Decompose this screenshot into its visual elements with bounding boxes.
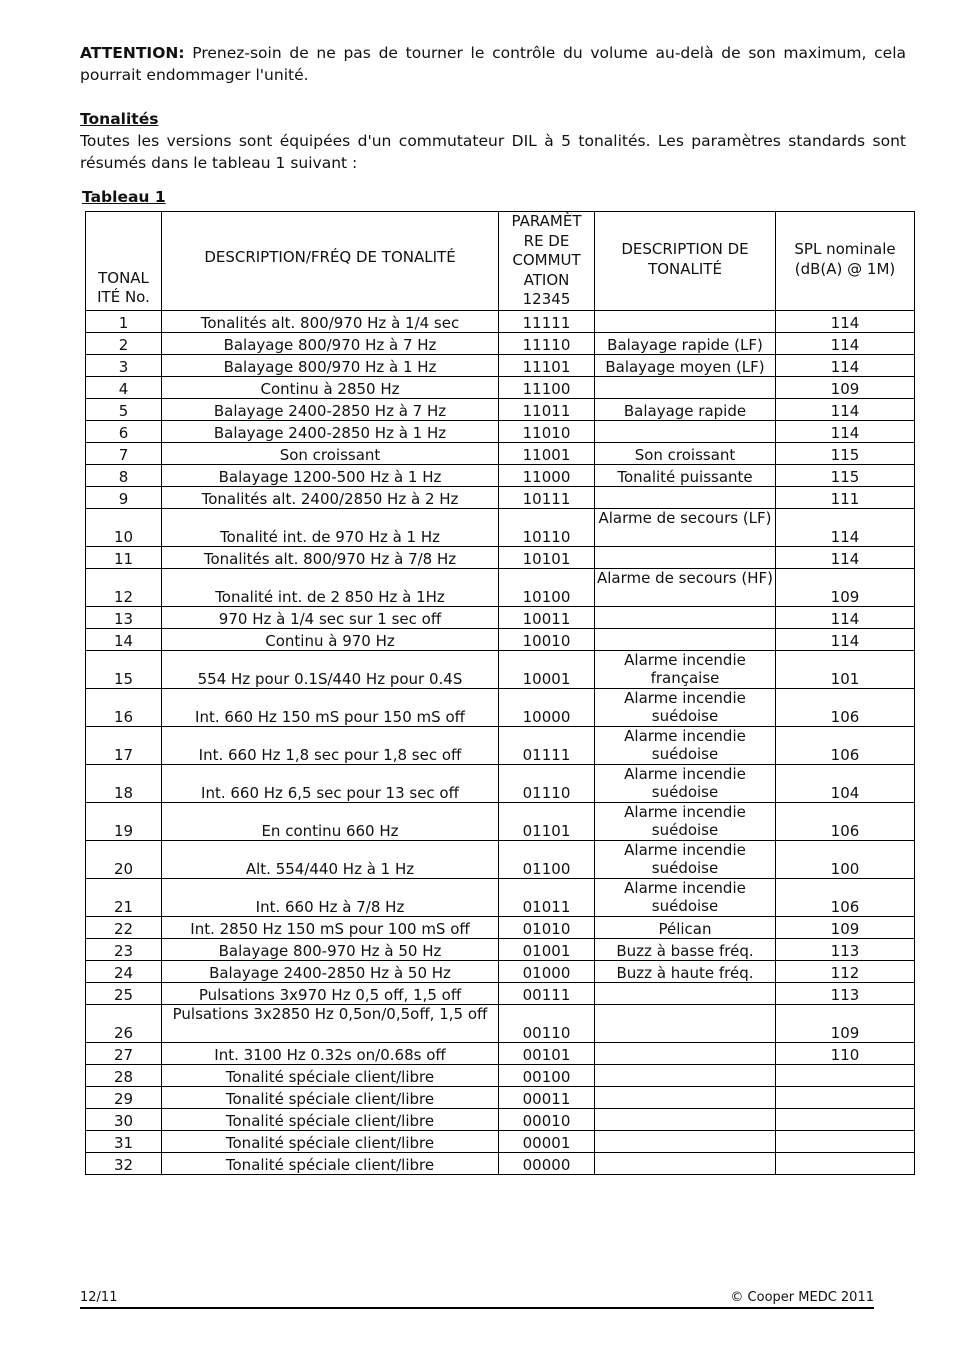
cell-switch-code: 01111: [499, 726, 595, 764]
table-body: [86, 310, 915, 1174]
table-row: [86, 508, 915, 546]
cell-spl: 109: [776, 1004, 915, 1042]
cell-spl: 114: [776, 354, 915, 376]
cell-description: Tonalité spéciale client/libre: [162, 1130, 499, 1152]
cell-switch-code: 10101: [499, 546, 595, 568]
cell-tone-description: [595, 1130, 776, 1152]
cell-switch-code: 10000: [499, 688, 595, 726]
cell-switch-code: 01001: [499, 938, 595, 960]
cell-tone-no: 7: [86, 442, 162, 464]
cell-tone-description: Alarme de secours (HF): [595, 568, 776, 606]
cell-switch-code: 01110: [499, 764, 595, 802]
cell-tone-no: 27: [86, 1042, 162, 1064]
cell-tone-description: [595, 982, 776, 1004]
cell-tone-no: 21: [86, 878, 162, 916]
cell-switch-code: 10111: [499, 486, 595, 508]
cell-switch-code: 01100: [499, 840, 595, 878]
cell-description: Tonalité spéciale client/libre: [162, 1108, 499, 1130]
table-row: [86, 420, 915, 442]
cell-spl: 100: [776, 840, 915, 878]
table-row: [86, 916, 915, 938]
cell-switch-code: 11111: [499, 310, 595, 332]
cell-tone-description: Buzz à haute fréq.: [595, 960, 776, 982]
cell-tone-description: Alarme incendie suédoise: [595, 840, 776, 878]
cell-tone-description: Son croissant: [595, 442, 776, 464]
cell-spl: 112: [776, 960, 915, 982]
cell-switch-code: 00010: [499, 1108, 595, 1130]
table-row: [86, 1152, 915, 1174]
cell-switch-code: 01000: [499, 960, 595, 982]
cell-spl: 114: [776, 310, 915, 332]
cell-spl: 110: [776, 1042, 915, 1064]
cell-spl: 114: [776, 508, 915, 546]
table-row: [86, 464, 915, 486]
cell-description: Alt. 554/440 Hz à 1 Hz: [162, 840, 499, 878]
table-row: [86, 1004, 915, 1042]
table-row: [86, 688, 915, 726]
cell-tone-no: 6: [86, 420, 162, 442]
cell-description: Tonalité spéciale client/libre: [162, 1152, 499, 1174]
cell-description: En continu 660 Hz: [162, 802, 499, 840]
cell-spl: [776, 1152, 915, 1174]
cell-switch-code: 00001: [499, 1130, 595, 1152]
cell-switch-code: 00101: [499, 1042, 595, 1064]
attention-text: Prenez-soin de ne pas de tourner le contrôle du volume au-delà de son maximum, cela pourrait endommager l'unité.: [80, 44, 906, 84]
cell-tone-description: [595, 486, 776, 508]
cell-switch-code: 10001: [499, 650, 595, 688]
cell-tone-description: Tonalité puissante: [595, 464, 776, 486]
cell-switch-code: 01101: [499, 802, 595, 840]
cell-spl: 113: [776, 982, 915, 1004]
table-row: [86, 726, 915, 764]
cell-switch-code: 10110: [499, 508, 595, 546]
table-row: [86, 332, 915, 354]
cell-spl: 115: [776, 464, 915, 486]
cell-tone-no: 4: [86, 376, 162, 398]
cell-tone-description: Alarme incendie française: [595, 650, 776, 688]
cell-description: Balayage 2400-2850 Hz à 50 Hz: [162, 960, 499, 982]
header-switch-setting: PARAMÈT RE DE COMMUT ATION 12345: [499, 212, 595, 311]
cell-spl: 115: [776, 442, 915, 464]
cell-switch-code: 10011: [499, 606, 595, 628]
table-row: [86, 960, 915, 982]
cell-tone-description: Balayage rapide: [595, 398, 776, 420]
tones-table: [85, 211, 915, 1175]
table-row: [86, 546, 915, 568]
cell-description: Continu à 970 Hz: [162, 628, 499, 650]
cell-switch-code: 11000: [499, 464, 595, 486]
cell-spl: 104: [776, 764, 915, 802]
footer-rule: [80, 1307, 874, 1309]
cell-description: Balayage 2400-2850 Hz à 7 Hz: [162, 398, 499, 420]
cell-spl: 106: [776, 802, 915, 840]
cell-switch-code: 11101: [499, 354, 595, 376]
cell-tone-no: 14: [86, 628, 162, 650]
tonalites-heading: Tonalités: [80, 110, 159, 128]
cell-tone-no: 30: [86, 1108, 162, 1130]
cell-tone-description: Pélican: [595, 916, 776, 938]
cell-tone-description: Alarme incendie suédoise: [595, 688, 776, 726]
cell-switch-code: 01011: [499, 878, 595, 916]
cell-switch-code: 11011: [499, 398, 595, 420]
cell-tone-no: 13: [86, 606, 162, 628]
table-row: [86, 878, 915, 916]
cell-tone-description: Alarme incendie suédoise: [595, 726, 776, 764]
table-row: [86, 764, 915, 802]
table-row: [86, 938, 915, 960]
cell-switch-code: 00011: [499, 1086, 595, 1108]
table-row: [86, 310, 915, 332]
table-header-row: [86, 212, 915, 311]
cell-switch-code: 11010: [499, 420, 595, 442]
cell-description: Tonalité spéciale client/libre: [162, 1086, 499, 1108]
table-row: [86, 1130, 915, 1152]
cell-tone-description: [595, 546, 776, 568]
cell-description: Tonalités alt. 2400/2850 Hz à 2 Hz: [162, 486, 499, 508]
cell-tone-description: [595, 420, 776, 442]
attention-label: ATTENTION:: [80, 44, 185, 62]
cell-spl: 109: [776, 568, 915, 606]
cell-tone-no: 3: [86, 354, 162, 376]
cell-switch-code: 00100: [499, 1064, 595, 1086]
cell-spl: 109: [776, 376, 915, 398]
table-row: [86, 354, 915, 376]
cell-tone-no: 8: [86, 464, 162, 486]
cell-spl: 113: [776, 938, 915, 960]
table-row: [86, 486, 915, 508]
cell-tone-description: Alarme incendie suédoise: [595, 802, 776, 840]
cell-description: Tonalités alt. 800/970 Hz à 7/8 Hz: [162, 546, 499, 568]
table-row: [86, 628, 915, 650]
cell-description: Balayage 800/970 Hz à 7 Hz: [162, 332, 499, 354]
cell-spl: 114: [776, 398, 915, 420]
cell-tone-no: 26: [86, 1004, 162, 1042]
cell-description: 970 Hz à 1/4 sec sur 1 sec off: [162, 606, 499, 628]
cell-tone-description: [595, 1004, 776, 1042]
cell-tone-no: 15: [86, 650, 162, 688]
cell-tone-description: Alarme incendie suédoise: [595, 878, 776, 916]
cell-spl: 114: [776, 628, 915, 650]
cell-tone-description: Buzz à basse fréq.: [595, 938, 776, 960]
cell-switch-code: 10100: [499, 568, 595, 606]
cell-tone-description: [595, 1108, 776, 1130]
cell-spl: [776, 1064, 915, 1086]
cell-description: 554 Hz pour 0.1S/440 Hz pour 0.4S: [162, 650, 499, 688]
cell-spl: [776, 1130, 915, 1152]
cell-tone-description: Balayage rapide (LF): [595, 332, 776, 354]
cell-spl: 111: [776, 486, 915, 508]
cell-tone-no: 11: [86, 546, 162, 568]
table-row: [86, 1042, 915, 1064]
cell-switch-code: 00000: [499, 1152, 595, 1174]
cell-spl: [776, 1086, 915, 1108]
table-row: [86, 802, 915, 840]
cell-tone-description: [595, 1152, 776, 1174]
cell-tone-no: 23: [86, 938, 162, 960]
cell-spl: 114: [776, 606, 915, 628]
cell-tone-no: 25: [86, 982, 162, 1004]
cell-tone-no: 2: [86, 332, 162, 354]
cell-description: Son croissant: [162, 442, 499, 464]
cell-tone-description: [595, 1064, 776, 1086]
table-row: [86, 982, 915, 1004]
cell-spl: 106: [776, 878, 915, 916]
cell-spl: 106: [776, 726, 915, 764]
cell-tone-no: 10: [86, 508, 162, 546]
cell-tone-description: Balayage moyen (LF): [595, 354, 776, 376]
cell-description: Int. 2850 Hz 150 mS pour 100 mS off: [162, 916, 499, 938]
cell-description: Int. 660 Hz 150 mS pour 150 mS off: [162, 688, 499, 726]
cell-description: Balayage 1200-500 Hz à 1 Hz: [162, 464, 499, 486]
cell-tone-description: [595, 1042, 776, 1064]
table-row: [86, 442, 915, 464]
cell-tone-description: [595, 310, 776, 332]
cell-description: Tonalité spéciale client/libre: [162, 1064, 499, 1086]
cell-tone-no: 17: [86, 726, 162, 764]
cell-switch-code: 11001: [499, 442, 595, 464]
table-row: [86, 840, 915, 878]
cell-description: Int. 3100 Hz 0.32s on/0.68s off: [162, 1042, 499, 1064]
table-row: [86, 1108, 915, 1130]
table-row: [86, 606, 915, 628]
table-row: [86, 398, 915, 420]
cell-tone-no: 12: [86, 568, 162, 606]
cell-description: Balayage 800-970 Hz à 50 Hz: [162, 938, 499, 960]
cell-tone-description: [595, 1086, 776, 1108]
cell-description: Continu à 2850 Hz: [162, 376, 499, 398]
attention-paragraph: [80, 42, 906, 86]
table-row: [86, 568, 915, 606]
cell-tone-no: 16: [86, 688, 162, 726]
cell-description: Pulsations 3x970 Hz 0,5 off, 1,5 off: [162, 982, 499, 1004]
cell-description: Tonalité int. de 970 Hz à 1 Hz: [162, 508, 499, 546]
cell-tone-description: Alarme incendie suédoise: [595, 764, 776, 802]
cell-tone-no: 22: [86, 916, 162, 938]
cell-description: Balayage 800/970 Hz à 1 Hz: [162, 354, 499, 376]
cell-tone-description: Alarme de secours (LF): [595, 508, 776, 546]
footer-date: 12/11: [80, 1290, 118, 1305]
cell-spl: 101: [776, 650, 915, 688]
cell-description: Int. 660 Hz à 7/8 Hz: [162, 878, 499, 916]
cell-spl: [776, 1108, 915, 1130]
cell-spl: 106: [776, 688, 915, 726]
cell-tone-description: [595, 628, 776, 650]
cell-description: Balayage 2400-2850 Hz à 1 Hz: [162, 420, 499, 442]
cell-switch-code: 11110: [499, 332, 595, 354]
cell-switch-code: 10010: [499, 628, 595, 650]
header-tone-description: DESCRIPTION DE TONALITÉ: [595, 212, 776, 311]
cell-tone-no: 1: [86, 310, 162, 332]
cell-switch-code: 11100: [499, 376, 595, 398]
cell-tone-no: 5: [86, 398, 162, 420]
cell-spl: 114: [776, 332, 915, 354]
cell-description: Tonalité int. de 2 850 Hz à 1Hz: [162, 568, 499, 606]
cell-tone-no: 24: [86, 960, 162, 982]
cell-switch-code: 00111: [499, 982, 595, 1004]
cell-tone-no: 9: [86, 486, 162, 508]
table-row: [86, 1086, 915, 1108]
header-tone-no: TONAL ITÉ No.: [86, 212, 162, 311]
cell-spl: 114: [776, 546, 915, 568]
cell-switch-code: 01010: [499, 916, 595, 938]
cell-tone-no: 18: [86, 764, 162, 802]
cell-tone-no: 31: [86, 1130, 162, 1152]
table-row: [86, 376, 915, 398]
cell-description: Tonalités alt. 800/970 Hz à 1/4 sec: [162, 310, 499, 332]
cell-description: Int. 660 Hz 6,5 sec pour 13 sec off: [162, 764, 499, 802]
cell-tone-description: [595, 376, 776, 398]
cell-tone-no: 29: [86, 1086, 162, 1108]
table-row: [86, 1064, 915, 1086]
cell-spl: 109: [776, 916, 915, 938]
header-description: DESCRIPTION/FRÉQ DE TONALITÉ: [162, 212, 499, 311]
cell-switch-code: 00110: [499, 1004, 595, 1042]
cell-description: Pulsations 3x2850 Hz 0,5on/0,5off, 1,5 off: [162, 1004, 499, 1042]
cell-tone-no: 32: [86, 1152, 162, 1174]
footer-copyright: © Cooper MEDC 2011: [730, 1290, 874, 1305]
cell-tone-description: [595, 606, 776, 628]
cell-tone-no: 19: [86, 802, 162, 840]
table-title: Tableau 1: [82, 188, 166, 206]
header-spl: SPL nominale (dB(A) @ 1M): [776, 212, 915, 311]
cell-spl: 114: [776, 420, 915, 442]
cell-description: Int. 660 Hz 1,8 sec pour 1,8 sec off: [162, 726, 499, 764]
cell-tone-no: 20: [86, 840, 162, 878]
tonalites-text: Toutes les versions sont équipées d'un commutateur DIL à 5 tonalités. Les paramètres standards sont résumés dans le tableau 1 suivant :: [80, 132, 906, 172]
cell-tone-no: 28: [86, 1064, 162, 1086]
table-row: [86, 650, 915, 688]
